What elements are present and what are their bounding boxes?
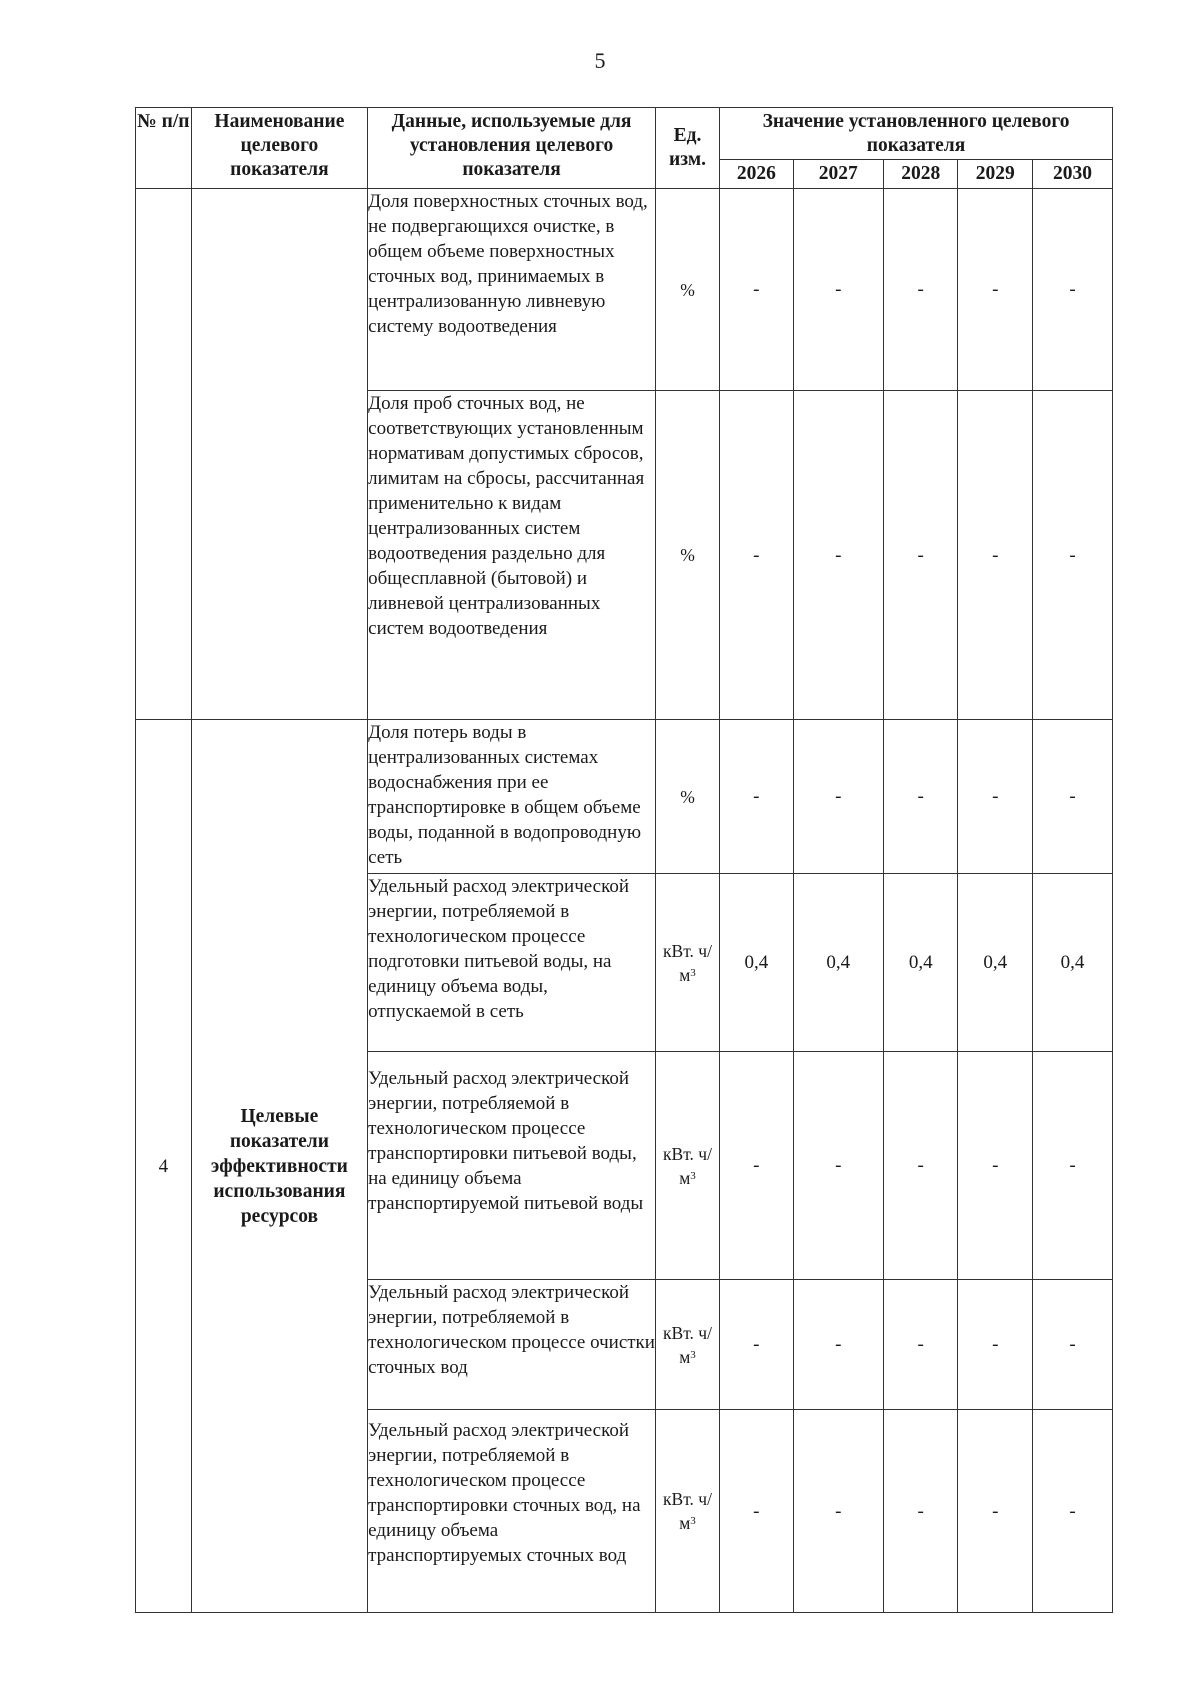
unit-superscript: 3 (690, 1515, 696, 1527)
header-target-value: Значение установленного целевого показателя (720, 108, 1113, 160)
header-number: № п/п (136, 108, 192, 189)
indicator-description: Удельный расход электрической энергии, потребляемой в технологическом процессе транспортировки питьевой воды, на единицу объема транспортируемой питьевой воды (368, 1052, 656, 1280)
indicator-unit (655, 874, 719, 1052)
value-2029: - (958, 720, 1033, 874)
indicator-unit: % (655, 189, 719, 391)
value-2028: - (883, 1410, 958, 1613)
value-2030: - (1033, 1052, 1113, 1280)
value-2028: - (883, 720, 958, 874)
header-indicator-name: Наименование целевого показателя (191, 108, 367, 189)
value-2029: - (958, 1280, 1033, 1410)
value-2029: - (958, 1052, 1033, 1280)
value-2030: - (1033, 189, 1113, 391)
unit-superscript: 3 (690, 966, 696, 979)
value-2028: - (883, 1052, 958, 1280)
unit-text: кВт. ч/м (663, 940, 712, 985)
indicator-description: Удельный расход электрической энергии, потребляемой в технологическом процессе очистки сточных вод (368, 1280, 656, 1410)
value-2028: 0,4 (883, 874, 958, 1052)
unit-superscript: 3 (690, 1169, 696, 1182)
value-2027: 0,4 (793, 874, 883, 1052)
indicator-description: Доля поверхностных сточных вод, не подвергающихся очистке, в общем объеме поверхностных сточных вод, принимаемых в централизованную ливневую систему водоотведения (368, 189, 656, 391)
value-2029: - (958, 391, 1033, 720)
unit-superscript: 3 (690, 1348, 696, 1361)
indicator-unit: % (655, 391, 719, 720)
indicator-unit (655, 1410, 719, 1613)
indicator-unit (655, 1052, 719, 1280)
value-2030: 0,4 (1033, 874, 1113, 1052)
indicator-description: Доля проб сточных вод, не соответствующих установленным нормативам допустимых сбросов, лимитам на сбросы, рассчитанная применительно к видам централизованных систем водоотведения раздельно для общесплавной (бытовой) и ливневой централизованных систем водоотведения (368, 391, 656, 720)
value-2027: - (793, 391, 883, 720)
continuation-name-cell (191, 189, 367, 720)
value-2027: - (793, 720, 883, 874)
continuation-number-cell (136, 189, 192, 720)
value-2026: - (720, 189, 794, 391)
value-2027: - (793, 1280, 883, 1410)
value-2030: - (1033, 1410, 1113, 1613)
value-2028: - (883, 1280, 958, 1410)
value-2026: - (720, 720, 794, 874)
unit-text: кВт. ч/м (663, 1489, 712, 1533)
value-2029: - (958, 1410, 1033, 1613)
value-2030: - (1033, 1280, 1113, 1410)
header-year-2028: 2028 (883, 160, 958, 189)
header-year-2030: 2030 (1033, 160, 1113, 189)
group-indicator-name: Целевые показатели эффективности использования ресурсов (191, 720, 367, 1613)
group-number: 4 (136, 720, 192, 1613)
indicator-unit: % (655, 720, 719, 874)
unit-text: кВт. ч/м (663, 1143, 712, 1188)
value-2027: - (793, 1052, 883, 1280)
value-2030: - (1033, 720, 1113, 874)
header-source-data: Данные, используемые для установления целевого показателя (368, 108, 656, 189)
indicator-description: Доля потерь воды в централизованных системах водоснабжения при ее транспортировке в общем объеме воды, поданной в водопроводную сеть (368, 720, 656, 874)
value-2028: - (883, 189, 958, 391)
target-indicators-table (135, 107, 1113, 1613)
indicator-unit (655, 1280, 719, 1410)
value-2026: 0,4 (720, 874, 794, 1052)
value-2027: - (793, 189, 883, 391)
header-unit: Ед. изм. (655, 108, 719, 189)
value-2027: - (793, 1410, 883, 1613)
page-number: 5 (594, 48, 606, 73)
value-2026: - (720, 1280, 794, 1410)
value-2028: - (883, 391, 958, 720)
unit-text: кВт. ч/м (663, 1322, 712, 1367)
value-2029: 0,4 (958, 874, 1033, 1052)
table-row (136, 720, 1113, 874)
value-2026: - (720, 1052, 794, 1280)
table-row (136, 189, 1113, 391)
indicator-description: Удельный расход электрической энергии, потребляемой в технологическом процессе подготовки питьевой воды, на единицу объема воды, отпускаемой в сеть (368, 874, 656, 1052)
value-2030: - (1033, 391, 1113, 720)
header-year-2029: 2029 (958, 160, 1033, 189)
header-year-2027: 2027 (793, 160, 883, 189)
value-2029: - (958, 189, 1033, 391)
value-2026: - (720, 391, 794, 720)
header-year-2026: 2026 (720, 160, 794, 189)
value-2026: - (720, 1410, 794, 1613)
indicator-description: Удельный расход электрической энергии, потребляемой в технологическом процессе транспортировки сточных вод, на единицу объема транспортируемых сточных вод (368, 1410, 656, 1613)
